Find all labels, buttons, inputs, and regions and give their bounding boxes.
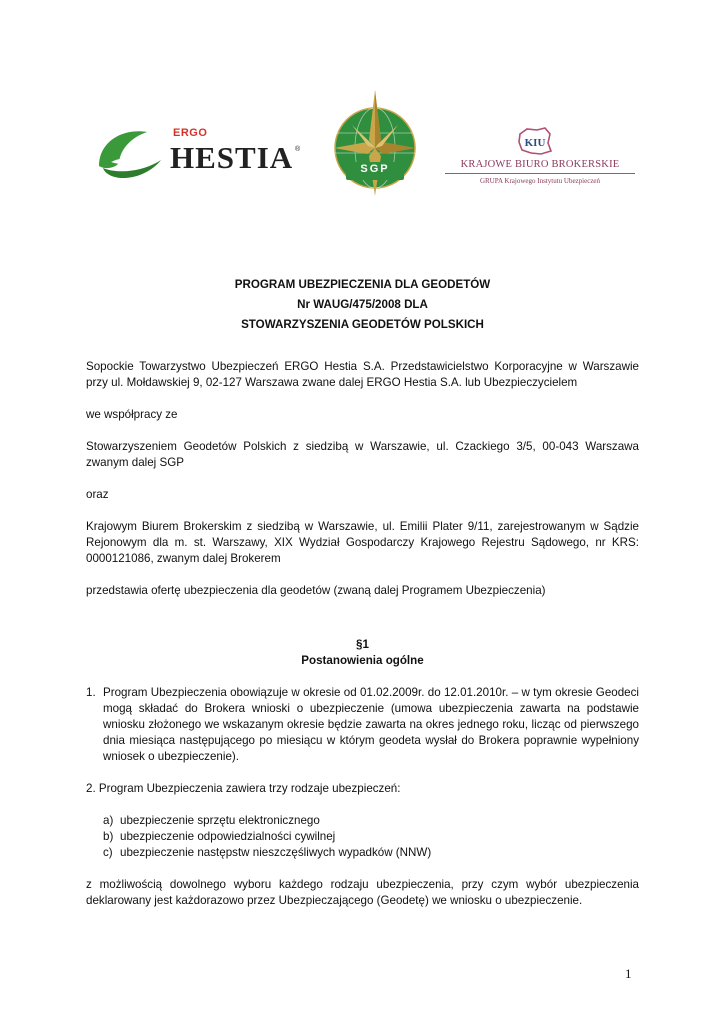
registered-mark: ®	[295, 146, 301, 153]
document-body	[86, 277, 639, 909]
and-paragraph: oraz	[86, 488, 109, 501]
sub-item-text: ubezpieczenie odpowiedzialności cywilnej	[120, 830, 336, 843]
kiu-map-icon	[517, 126, 553, 156]
closing-paragraph: z możliwością dowolnego wyboru każdego rodzaju ubezpieczenia, przy czym wybór ubezpieczenia deklarowany jest każdorazowo przez Ubezpieczającego (Geodetę) we wniosku o ubezpieczenie.	[86, 878, 639, 907]
list-item	[103, 813, 639, 829]
kiu-mark: KIU	[524, 137, 546, 149]
hestia-wave-icon	[95, 122, 175, 182]
title-line-2: Nr WAUG/475/2008 DLA	[297, 298, 428, 311]
kbb-name: KRAJOWE BIURO BROKERSKIE	[460, 159, 620, 170]
logo-bar	[95, 88, 640, 198]
hestia-label: HESTIA	[170, 140, 294, 175]
offer-paragraph: przedstawia ofertę ubezpieczenia dla geodetów (zwaną dalej Programem Ubezpieczenia)	[86, 584, 546, 597]
compass-star-icon	[330, 88, 420, 198]
sub-item-text: ubezpieczenie następstw nieszczęśliwych wypadków (NNW)	[120, 846, 432, 859]
title-line-3: STOWARZYSZENIA GEODETÓW POLSKICH	[241, 318, 484, 331]
page-number: 1	[625, 966, 632, 981]
list-item	[86, 685, 639, 765]
list-item-text: Program Ubezpieczenia obowiązuje w okresie od 01.02.2009r. do 12.01.2010r. – w tym okresie Geodeci mogą składać do Brokera wnioski o ubezpieczenie (umowa ubezpieczenia zawarta na podstawie wniosku złożonego we wskazanym okresie będzie zawarta na okres jednego roku, licząc od pierwszego dnia miesiąca następującego po miesiącu w którym geodeta wysłał do Brokera poprawnie wypełniony wniosek o ubezpieczenie).	[103, 686, 639, 763]
sgp-label: SGP	[360, 163, 390, 175]
sub-item-letter: c)	[103, 846, 113, 859]
list-item-2: 2. Program Ubezpieczenia zawiera trzy rodzaje ubezpieczeń:	[86, 782, 401, 795]
section-number: §1	[356, 638, 369, 651]
ergo-hestia-logo	[95, 122, 310, 182]
sgp-paragraph: Stowarzyszeniem Geodetów Polskich z siedzibą w Warszawie, ul. Czackiego 3/5, 00-043 Warszawa zwanym dalej SGP	[86, 440, 639, 469]
sgp-logo	[330, 88, 420, 198]
sub-item-letter: b)	[103, 830, 114, 843]
section-heading: Postanowienia ogólne	[301, 654, 424, 667]
list-item	[103, 845, 639, 861]
list-item	[103, 829, 639, 845]
broker-paragraph: Krajowym Biurem Brokerskim z siedzibą w Warszawie, ul. Emilii Plater 9/11, zarejestrowanym w Sądzie Rejonowym dla m. st. Warszawy, XIX Wydział Gospodarczy Krajowego Rejestru Sądowego, nr KRS: 0000121086, zwanym dalej Brokerem	[86, 520, 639, 565]
krajowe-biuro-brokerskie-logo	[445, 126, 640, 191]
document-title	[86, 277, 639, 333]
title-line-1: PROGRAM UBEZPIECZENIA DLA GEODETÓW	[234, 278, 491, 291]
cooperation-paragraph: we współpracy ze	[86, 408, 178, 421]
list-item-number: 1.	[86, 686, 96, 699]
kbb-subtitle: GRUPA Krajowego Instytutu Ubezpieczeń	[479, 177, 601, 185]
ergo-label: ERGO	[173, 127, 208, 139]
insurer-paragraph: Sopockie Towarzystwo Ubezpieczeń ERGO Hestia S.A. Przedstawicielstwo Korporacyjne w Warszawie przy ul. Mołdawskiej 9, 02-127 Warszawa zwane dalej ERGO Hestia S.A. lub Ubezpieczycielem	[86, 360, 639, 389]
sub-item-text: ubezpieczenie sprzętu elektronicznego	[120, 814, 320, 827]
kbb-divider	[445, 173, 635, 174]
insurance-types-list	[86, 813, 639, 861]
sub-item-letter: a)	[103, 814, 114, 827]
